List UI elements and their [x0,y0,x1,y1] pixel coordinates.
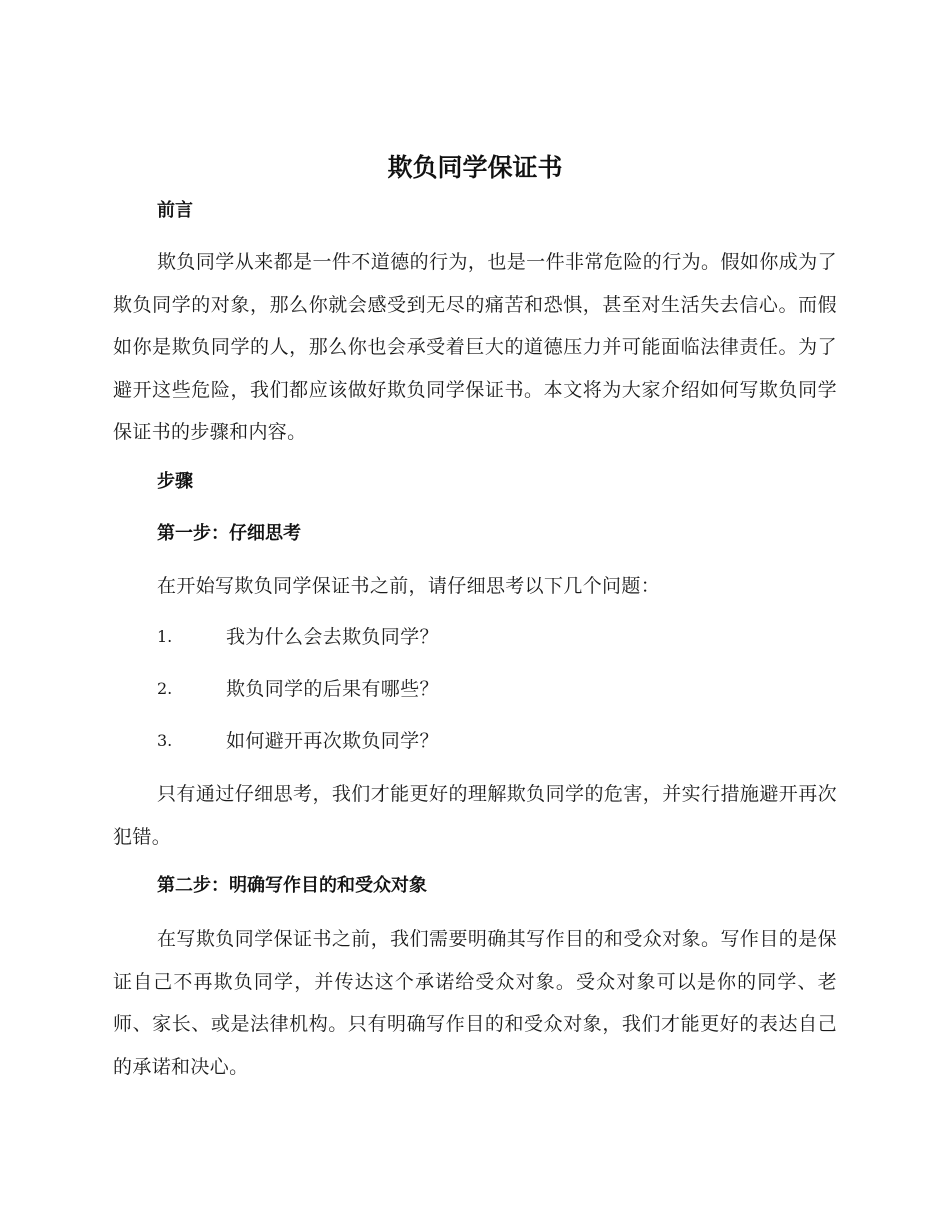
step2-heading: 第二步：明确写作目的和受众对象 [157,875,427,896]
list-item-text: 我为什么会去欺负同学？ [226,626,439,648]
list-item-number: 3. [157,731,173,750]
list-item-number: 1. [157,627,173,646]
steps-heading: 步骤 [157,471,193,492]
list-item-text: 欺负同学的后果有哪些？ [226,678,439,700]
step1-heading: 第一步：仔细思考 [157,523,301,544]
step2-paragraph: 在写欺负同学保证书之前，我们需要明确其写作目的和受众对象。写作目的是保证自己不再欺负同学，并传达这个承诺给受众对象。受众对象可以是你的同学、老师、家长、或是法律机构。只有明确写作目的和受众对象，我们才能更好的表达自己的承诺和决心。 [113,928,837,1078]
list-item-number: 2. [157,679,173,698]
preface-paragraph: 欺负同学从来都是一件不道德的行为，也是一件非常危险的行为。假如你成为了欺负同学的对象，那么你就会感受到无尽的痛苦和恐惧，甚至对生活失去信心。而假如你是欺负同学的人，那么你也会承受着巨大的道德压力并可能面临法律责任。为了避开这些危险，我们都应该做好欺负同学保证书。本文将为大家介绍如何写欺负同学保证书的步骤和内容。 [113,251,837,443]
document-title: 欺负同学保证书 [387,153,563,182]
step1-conclusion: 只有通过仔细思考，我们才能更好的理解欺负同学的危害，并实行措施避开再次犯错。 [113,783,837,848]
list-item-text: 如何避开再次欺负同学？ [226,730,439,752]
preface-heading: 前言 [157,200,193,221]
step1-intro: 在开始写欺负同学保证书之前，请仔细思考以下几个问题： [157,575,661,597]
